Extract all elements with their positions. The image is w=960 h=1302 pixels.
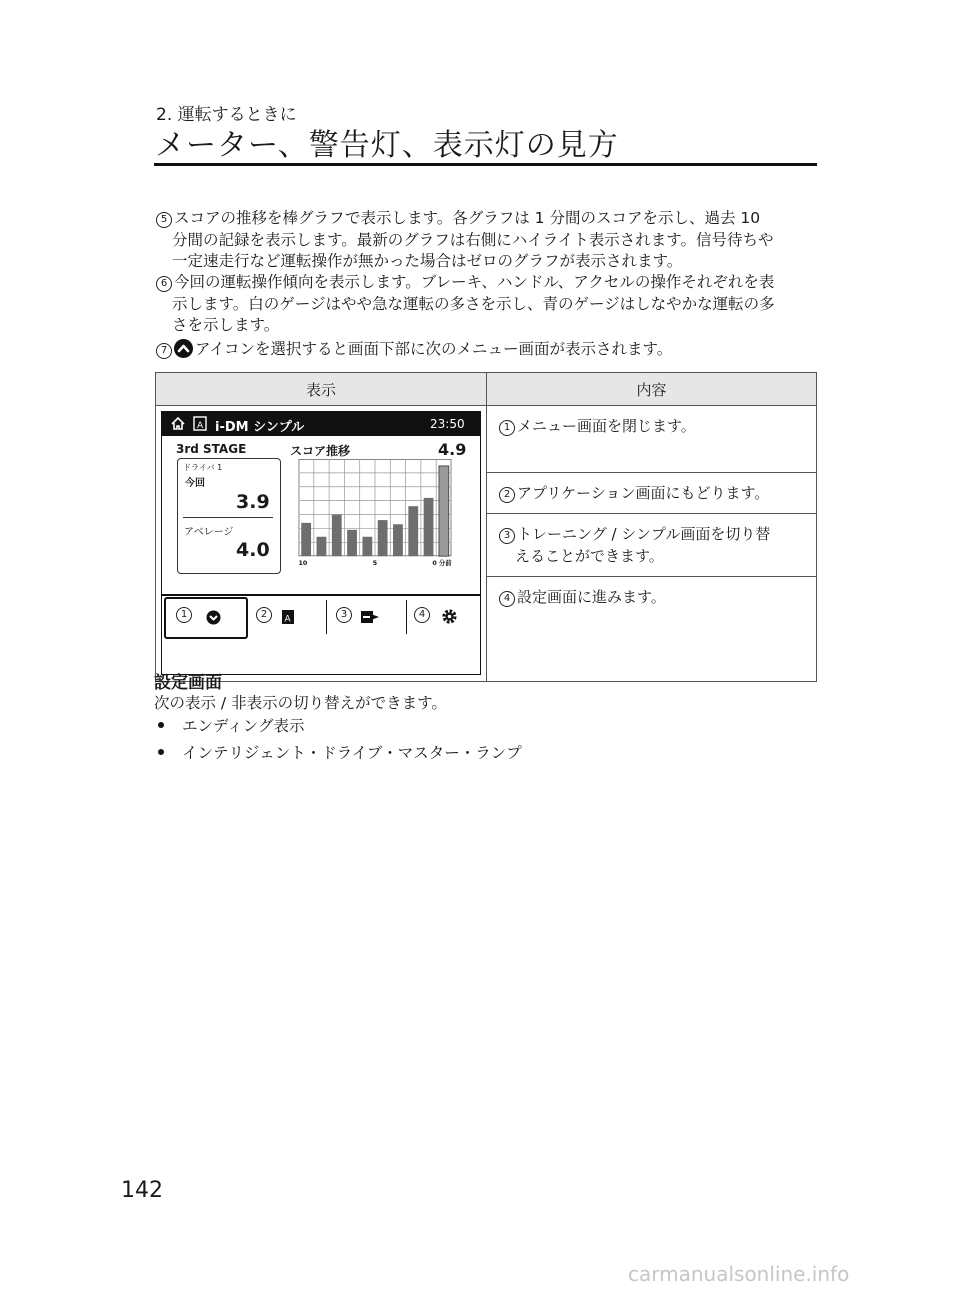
score-bar: [347, 530, 357, 556]
circled-number: 7: [156, 343, 172, 359]
app-icon: [193, 416, 207, 431]
paragraph-6: [156, 272, 820, 337]
score-bar: [362, 537, 372, 556]
paragraph-line: さを示します。: [172, 316, 280, 334]
paragraph-line: 分間の記録を表示します。最新のグラフは右側にハイライト表示されます。信号待ちや: [172, 230, 774, 249]
paragraph-line: アイコンを選択すると画面下部に次のメニュー画面が表示されます。: [195, 340, 673, 358]
home-icon: [171, 417, 185, 430]
score-panel: [177, 458, 281, 574]
description-3: [487, 514, 817, 577]
circled-number: 1: [176, 607, 192, 623]
current-label: 今回: [185, 478, 205, 489]
paragraph-line: 一定速走行など運転操作が無かった場合はゼロのグラフが表示されます。: [172, 252, 683, 270]
switch-screen-icon: [360, 609, 380, 625]
score-bar: [301, 523, 311, 556]
description-1: [487, 406, 817, 473]
score-bar: [393, 524, 403, 556]
description-line: トレーニング / シンプル画面を切り替: [517, 525, 771, 543]
paragraph-7: [156, 339, 820, 361]
bullet: [158, 749, 164, 755]
description-4: [487, 577, 817, 682]
table-header-display: 表示: [156, 373, 487, 406]
title-rule: [154, 163, 817, 166]
menu-bar: [162, 594, 480, 640]
description-line: メニュー画面を閉じます。: [517, 417, 696, 435]
chevron-up-icon: [174, 339, 193, 358]
screen-title: i-DM シンプル: [215, 420, 305, 435]
description-line: 設定画面に進みます。: [517, 588, 666, 606]
menu-item-switch[interactable]: [330, 597, 404, 637]
circled-number: 3: [499, 528, 515, 544]
circled-number: 4: [499, 591, 515, 607]
list-item: [154, 741, 522, 763]
menu-divider: [246, 600, 247, 634]
score-bar: [439, 466, 449, 556]
current-value: 3.9: [236, 491, 270, 513]
paragraph-line: スコアの推移を棒グラフで表示します。各グラフは 1 分間のスコアを示し、過去 10: [174, 209, 761, 227]
x-tick-label: 5: [372, 560, 378, 567]
svg-text:A: A: [284, 614, 291, 625]
page-title: メーター、警告灯、表示灯の見方: [155, 128, 619, 163]
menu-divider: [406, 600, 407, 634]
circled-number: 2: [499, 487, 515, 503]
circled-number: 4: [414, 607, 430, 623]
bullet: [158, 722, 164, 728]
score-bar: [317, 537, 327, 556]
panel-divider: [183, 517, 273, 518]
average-value: 4.0: [236, 539, 270, 561]
x-tick-label: 0 分前: [432, 560, 452, 567]
chart-title: スコア推移: [290, 444, 351, 458]
screen-clock: 23:50: [430, 417, 465, 431]
section-label: 2. 運転するときに: [156, 105, 297, 125]
score-bar: [408, 506, 418, 556]
settings-heading: 設定画面: [154, 673, 222, 693]
driver-label: ドライバ 1: [183, 463, 223, 472]
watermark: carmanualsonline.info: [628, 1262, 850, 1286]
description-2: [487, 473, 817, 514]
menu-table: [155, 372, 817, 682]
circled-number: 1: [499, 420, 515, 436]
description-line: えることができます。: [515, 547, 664, 565]
table-header-content: 内容: [487, 373, 817, 406]
paragraph-line: 示します。白のゲージはやや急な運転の多さを示し、青のゲージはしなやかな運転の多: [172, 294, 775, 313]
chevron-down-icon: [206, 610, 221, 625]
app-icon: [281, 609, 295, 625]
paragraph-5: [156, 208, 820, 273]
page-number: 142: [121, 1178, 163, 1203]
svg-text:A: A: [197, 421, 204, 431]
average-label: アベレージ: [184, 527, 234, 538]
list-item-text: インテリジェント・ドライブ・マスター・ランプ: [182, 744, 522, 762]
list-item-text: エンディング表示: [182, 717, 305, 735]
screen-topbar: [162, 412, 480, 436]
score-trend-chart: [290, 459, 460, 567]
settings-text: 次の表示 / 非表示の切り替えができます。: [154, 694, 447, 712]
menu-item-close[interactable]: [164, 597, 248, 639]
menu-divider: [326, 600, 327, 634]
stage-label: 3rd STAGE: [176, 442, 247, 456]
description-line: アプリケーション画面にもどります。: [517, 484, 770, 502]
circled-number: 2: [256, 607, 272, 623]
score-bar: [424, 498, 434, 556]
menu-item-apps[interactable]: [250, 597, 324, 637]
screen-illustration-cell: [156, 406, 487, 682]
paragraph-line: 今回の運転操作傾向を表示します。ブレーキ、ハンドル、アクセルの操作それぞれを表: [174, 273, 775, 291]
x-tick-label: 10: [298, 560, 308, 567]
menu-item-settings[interactable]: [410, 597, 478, 637]
score-bar: [378, 520, 388, 556]
idm-screen: [161, 411, 481, 675]
score-bar: [332, 515, 342, 557]
circled-number: 3: [336, 607, 352, 623]
list-item: [154, 714, 304, 736]
gear-icon: [441, 608, 458, 625]
circled-number: 5: [156, 212, 172, 228]
circled-number: 6: [156, 276, 172, 292]
latest-score: 4.9: [438, 440, 467, 459]
